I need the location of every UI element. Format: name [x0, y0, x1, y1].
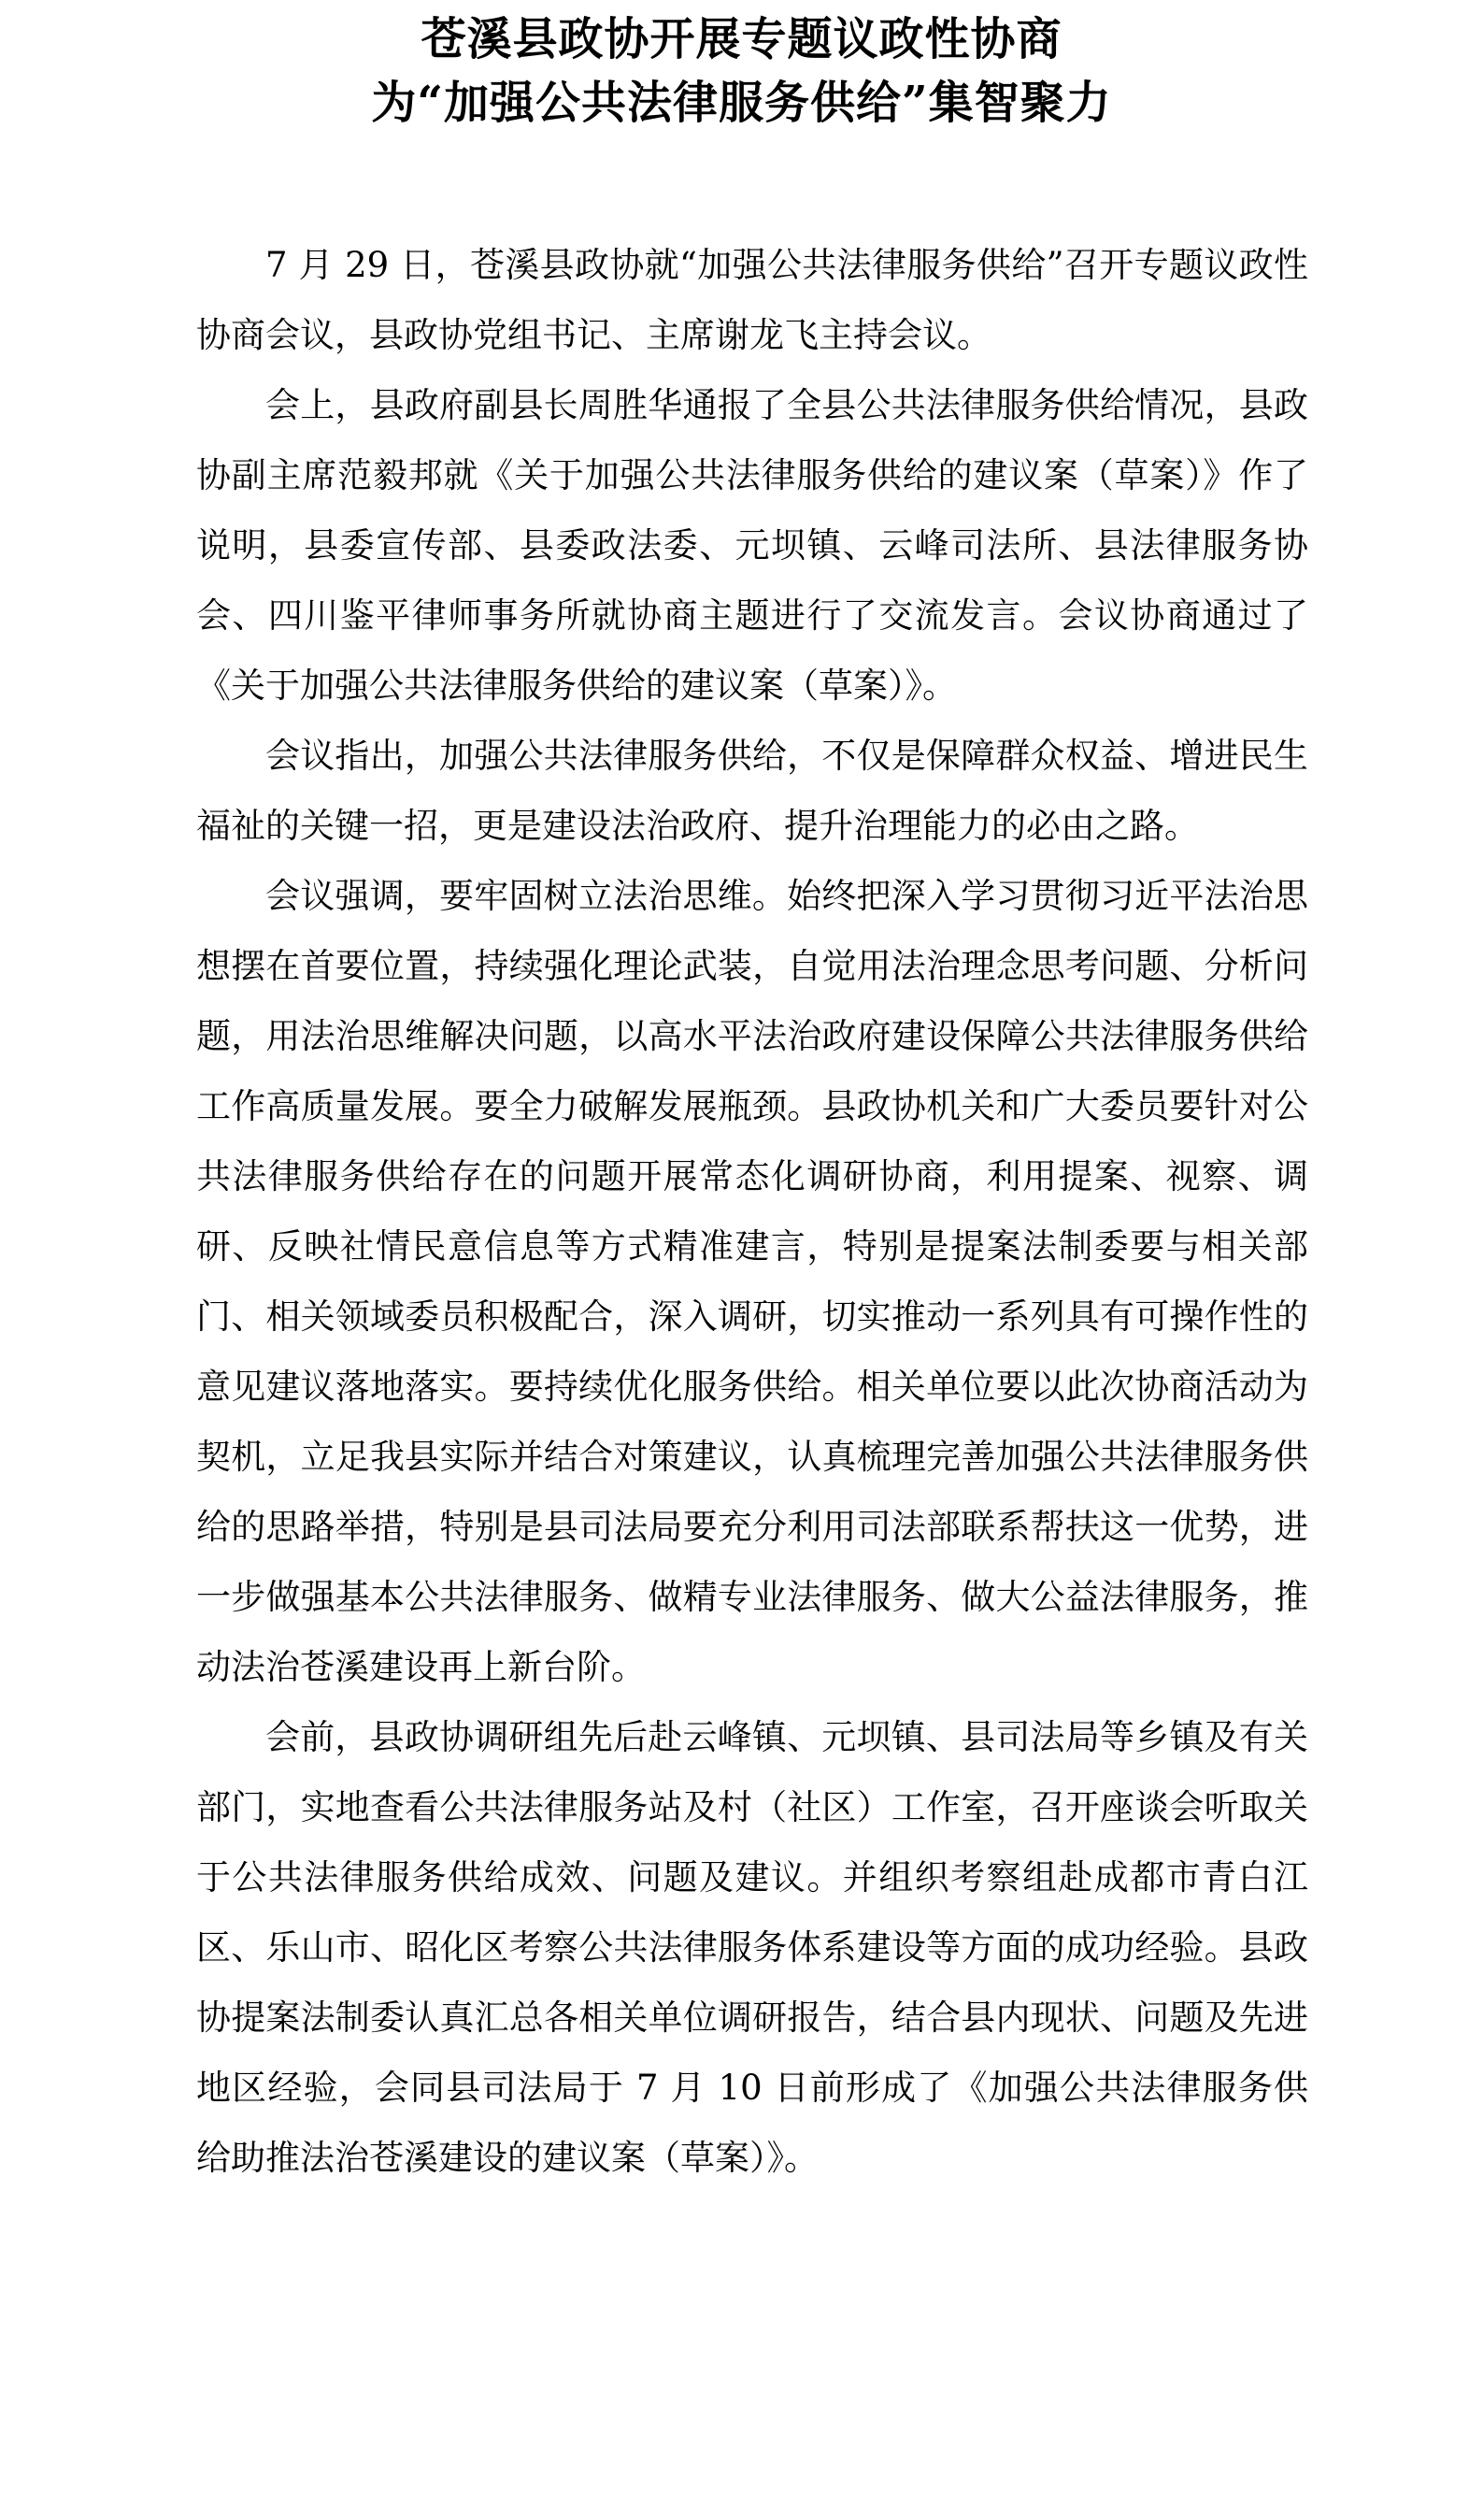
- title-line-1: 苍溪县政协开展专题议政性协商: [421, 13, 1062, 65]
- paragraph-meeting-date: 7 月 29 日，苍溪县政协就“加强公共法律服务供给”召开专题议政性协商会议，县政协党组书记、主席谢龙飞主持会议。: [196, 245, 1308, 355]
- paragraph-pre-meeting-research: 会前，县政协调研组先后赴云峰镇、元坝镇、县司法局等乡镇及有关部门，实地查看公共法律服务站及村（社区）工作室，召开座谈会听取关于公共法律服务供给成效、问题及建议。并组织考察组赴成都市青白江区、乐山市、昭化区考察公共法律服务体系建设等方面的成功经验。县政协提案法制委认真汇总各相关单位调研报告，结合县内现状、问题及先进地区经验，会同县司法局于 7 月 10 日前形成了《加强公共法律服务供给助推法治苍溪建设的建议案（草案）》。: [196, 1717, 1308, 2178]
- title-line-2: 为“加强公共法律服务供给”集智聚力: [371, 77, 1112, 129]
- paragraph-meeting-emphasis: 会议强调，要牢固树立法治思维。始终把深入学习贯彻习近平法治思想摆在首要位置，持续强化理论武装，自觉用法治理念思考问题、分析问题，用法治思维解决问题，以高水平法治政府建设保障公共法律服务供给工作高质量发展。要全力破解发展瓶颈。县政协机关和广大委员要针对公共法律服务供给存在的问题开展常态化调研协商，利用提案、视察、调研、反映社情民意信息等方式精准建言，特别是提案法制委要与相关部门、相关领域委员积极配合，深入调研，切实推动一系列具有可操作性的意见建议落地落实。要持续优化服务供给。相关单位要以此次协商活动为契机，立足我县实际并结合对策建议，认真梳理完善加强公共法律服务供给的思路举措，特别是县司法局要充分利用司法部联系帮扶这一优势，进一步做强基本公共法律服务、做精专业法律服务、做大公益法律服务，推动法治苍溪建设再上新台阶。: [196, 876, 1308, 1687]
- paragraph-meeting-proceedings: 会上，县政府副县长周胜华通报了全县公共法律服务供给情况，县政协副主席范毅邦就《关于加强公共法律服务供给的建议案（草案）》作了说明，县委宣传部、县委政法委、元坝镇、云峰司法所、县法律服务协会、四川鉴平律师事务所就协商主题进行了交流发言。会议协商通过了《关于加强公共法律服务供给的建议案（草案）》。: [196, 385, 1308, 706]
- article-body: [196, 230, 1308, 2193]
- paragraph-meeting-points: 会议指出，加强公共法律服务供给，不仅是保障群众权益、增进民生福祉的关键一招，更是建设法治政府、提升治理能力的必由之路。: [196, 736, 1308, 846]
- article-title: [0, 7, 1483, 135]
